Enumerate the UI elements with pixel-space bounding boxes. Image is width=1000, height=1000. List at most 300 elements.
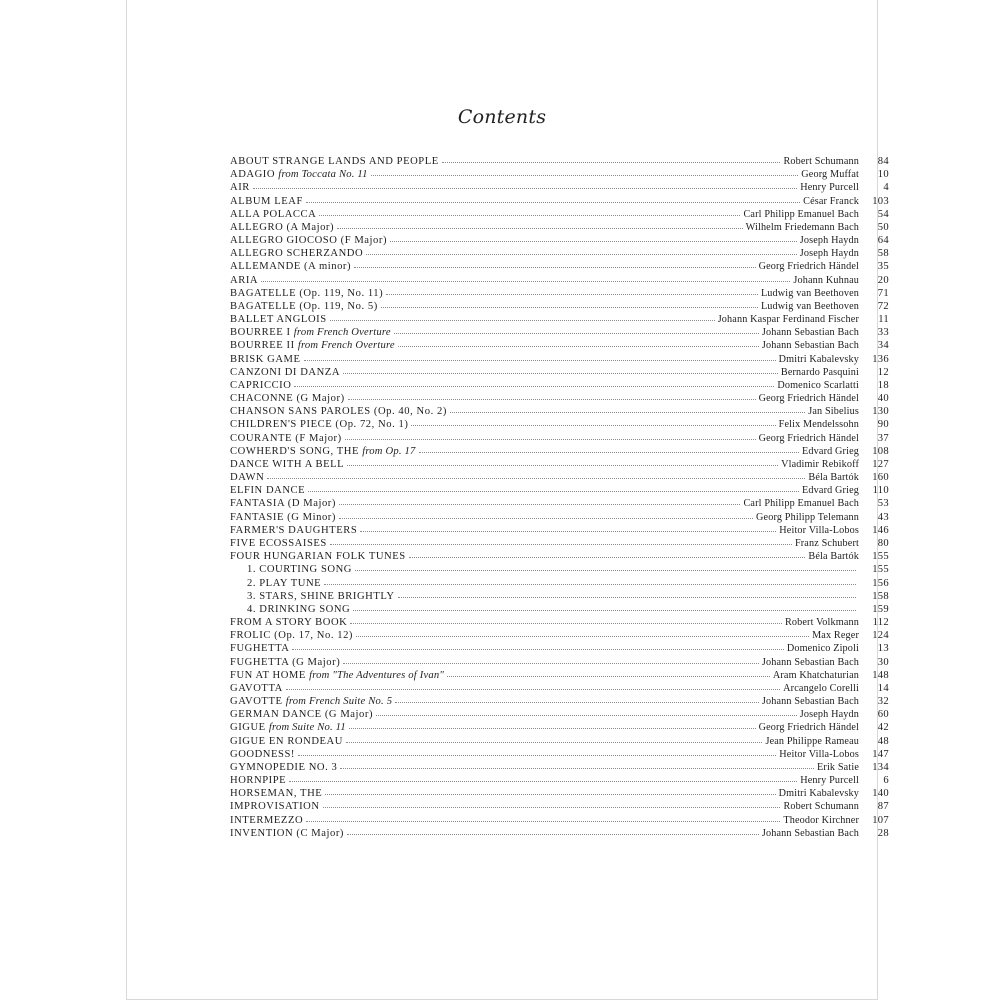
dot-leader [395, 701, 759, 703]
contents-subentry [230, 563, 889, 576]
dot-leader [409, 556, 806, 558]
entry-title-text: INTERMEZZO [230, 814, 304, 826]
entry-title [230, 682, 283, 695]
entry-page-number: 134 [872, 761, 889, 773]
entry-title-text: COURANTE (F Major) [230, 432, 342, 444]
entry-page-number: 112 [872, 617, 889, 629]
entry-title-text: ALLEGRO GIOCOSO (F Major) [230, 235, 388, 247]
entry-title [230, 418, 408, 431]
entry-composer: Georg Friedrich Händel [758, 722, 859, 734]
entry-composer: Felix Mendelssohn [778, 419, 859, 431]
entry-title [230, 814, 303, 827]
entry-composer: Heitor Villa-Lobos [779, 748, 859, 760]
contents-entry [230, 379, 889, 392]
entry-title [230, 484, 305, 497]
contents-entry [230, 405, 889, 418]
entry-page-number: 107 [872, 814, 889, 826]
entry-title-italic: from Op. 17 [362, 445, 416, 457]
entry-composer: Aram Khatchaturian [772, 669, 859, 681]
entry-title-text: FANTASIA (D Major) [230, 498, 336, 510]
entry-title [230, 550, 406, 563]
entry-composer: Carl Philipp Emanuel Bach [743, 208, 859, 220]
entry-composer: Jean Philippe Rameau [765, 735, 859, 747]
entry-page-number: 146 [872, 524, 889, 536]
entry-composer: Robert Schumann [783, 801, 859, 813]
entry-title [230, 800, 320, 813]
entry-composer: Joseph Haydn [799, 235, 859, 247]
entry-title-text: FUGHETTA [230, 643, 290, 655]
entry-composer: Dmitri Kabalevsky [778, 353, 859, 365]
entry-title [230, 616, 347, 629]
contents-entry [230, 287, 889, 300]
contents-entry [230, 366, 889, 379]
contents-entry [230, 195, 889, 208]
contents-entry [230, 260, 889, 273]
entry-title [230, 392, 345, 405]
entry-title [230, 590, 395, 603]
entry-title-italic: from Suite No. 11 [268, 722, 346, 734]
entry-title [230, 326, 391, 339]
entry-page-number: 71 [877, 287, 889, 299]
contents-entry [230, 326, 889, 339]
entry-page-number: 148 [872, 669, 889, 681]
dot-leader [343, 372, 778, 374]
dot-leader [330, 543, 792, 545]
dot-leader [306, 201, 800, 203]
entry-title-text: ARIA [230, 274, 259, 286]
entry-page-number: 140 [872, 788, 889, 800]
contents-subentry [230, 603, 889, 616]
entry-title-text: BOURREE I [230, 327, 291, 339]
contents-entry [230, 787, 889, 800]
entry-page-number: 13 [877, 643, 889, 655]
contents-entry [230, 208, 889, 221]
entry-page-number: 6 [883, 775, 889, 787]
entry-title-text: 4. DRINKING SONG [247, 603, 351, 615]
contents-entry [230, 708, 889, 721]
dot-leader [340, 767, 814, 769]
entry-title [230, 642, 289, 655]
contents-entry [230, 669, 889, 682]
entry-composer: Johann Sebastian Bach [761, 696, 859, 708]
entry-page-number: 103 [872, 195, 889, 207]
entry-page-number: 124 [872, 630, 889, 642]
entry-composer: Carl Philipp Emanuel Bach [743, 498, 859, 510]
entry-composer: Ludwig van Beethoven [760, 300, 859, 312]
entry-composer: Jan Sibelius [808, 406, 859, 418]
entry-composer: Johann Kuhnau [793, 274, 859, 286]
dot-leader [292, 648, 783, 650]
contents-entry [230, 800, 889, 813]
entry-title [230, 669, 444, 682]
dot-leader [323, 806, 781, 808]
entry-page-number: 30 [877, 656, 889, 668]
entry-page-number: 90 [877, 419, 889, 431]
dot-leader [347, 464, 778, 466]
entry-page-number: 130 [872, 406, 889, 418]
entry-title [230, 827, 344, 840]
entry-title [230, 313, 327, 326]
entry-title [230, 708, 373, 721]
entry-title [230, 221, 334, 234]
entry-title [230, 247, 363, 260]
contents-entry [230, 497, 889, 510]
entry-title [230, 748, 295, 761]
entry-title-text: BALLET ANGLOIS [230, 314, 327, 326]
contents-entry [230, 774, 889, 787]
entry-title-text: GAVOTTA [230, 682, 283, 694]
entry-title [230, 497, 336, 510]
entry-page-number: 11 [878, 314, 889, 326]
contents-entry [230, 827, 889, 840]
entry-page-number: 54 [877, 208, 889, 220]
entry-page-number: 34 [877, 340, 889, 352]
dot-leader [442, 161, 781, 163]
contents-entry [230, 748, 889, 761]
dot-leader [286, 688, 780, 690]
dot-leader [371, 174, 799, 176]
entry-page-number: 20 [877, 274, 889, 286]
entry-composer: Arcangelo Corelli [783, 682, 859, 694]
dot-leader [253, 187, 797, 189]
entry-composer: Henry Purcell [800, 775, 859, 787]
contents-entry [230, 642, 889, 655]
entry-title-text: BOURREE II [230, 340, 295, 352]
contents-entry [230, 392, 889, 405]
entry-title-text: FROM A STORY BOOK [230, 617, 348, 629]
dot-leader [345, 438, 756, 440]
contents-entry [230, 721, 889, 734]
contents-entry [230, 814, 889, 827]
entry-page-number: 53 [877, 498, 889, 510]
entry-page-number: 60 [877, 709, 889, 721]
entry-title-text: FARMER'S DAUGHTERS [230, 524, 358, 536]
entry-page-number: 136 [872, 353, 889, 365]
contents-list [230, 155, 889, 840]
entry-title [230, 432, 342, 445]
dot-leader [366, 253, 797, 255]
entry-page-number: 147 [872, 748, 889, 760]
dot-leader [324, 583, 856, 585]
dot-leader [304, 359, 776, 361]
entry-title [230, 629, 353, 642]
entry-title [230, 208, 316, 221]
entry-composer: Robert Volkmann [784, 617, 859, 629]
entry-title-text: ELFIN DANCE [230, 485, 306, 497]
dot-leader [347, 833, 759, 835]
entry-composer: Georg Friedrich Händel [758, 261, 859, 273]
dot-leader [306, 820, 780, 822]
entry-composer: Domenico Scarlatti [777, 379, 859, 391]
book-page [126, 0, 889, 1000]
entry-page-number: 35 [877, 261, 889, 273]
entry-title-text: ABOUT STRANGE LANDS AND PEOPLE [230, 156, 439, 167]
entry-title [230, 181, 250, 194]
entry-title-text: FIVE ECOSSAISES [230, 537, 327, 549]
entry-composer: Heitor Villa-Lobos [779, 524, 859, 536]
entry-page-number: 110 [872, 485, 889, 497]
contents-entry [230, 353, 889, 366]
contents-entry [230, 524, 889, 537]
entry-composer: Johann Kaspar Ferdinand Fischer [717, 314, 859, 326]
contents-entry [230, 616, 889, 629]
dot-leader [346, 741, 762, 743]
entry-title [230, 695, 392, 708]
entry-composer: Robert Schumann [783, 156, 859, 167]
entry-title [230, 287, 383, 300]
dot-leader [261, 280, 790, 282]
dot-leader [325, 793, 775, 795]
dot-leader [343, 662, 759, 664]
dot-leader [394, 332, 759, 334]
contents-subentry [230, 577, 889, 590]
entry-composer: Joseph Haydn [799, 248, 859, 260]
entry-page-number: 87 [877, 801, 889, 813]
entry-composer: Theodor Kirchner [783, 814, 859, 826]
entry-title [230, 774, 286, 787]
entry-composer: Georg Muffat [801, 169, 859, 181]
contents-entry [230, 629, 889, 642]
entry-title [230, 353, 301, 366]
entry-title-text: CHACONNE (G Major) [230, 393, 345, 405]
entry-title-italic: from "The Adventures of Ivan" [309, 669, 445, 681]
entry-page-number: 10 [877, 169, 889, 181]
entry-page-number: 58 [877, 248, 889, 260]
entry-title-text: 1. COURTING SONG [247, 564, 352, 576]
entry-title [230, 458, 344, 471]
entry-page-number: 37 [877, 432, 889, 444]
entry-page-number: 4 [883, 182, 889, 194]
entry-title [230, 524, 357, 537]
entry-page-number: 40 [877, 393, 889, 405]
entry-composer: Edvard Grieg [802, 445, 859, 457]
entry-title [230, 656, 340, 669]
dot-leader [450, 411, 805, 413]
entry-title-italic: from French Suite No. 5 [285, 696, 393, 708]
entry-title-text: HORNPIPE [230, 775, 287, 787]
entry-title [230, 721, 346, 734]
dot-leader [353, 609, 856, 611]
entry-composer: Dmitri Kabalevsky [778, 788, 859, 800]
dot-leader [386, 293, 758, 295]
entry-title-text: GAVOTTE [230, 696, 283, 708]
contents-entry [230, 168, 889, 181]
entry-composer: Johann Sebastian Bach [761, 327, 859, 339]
entry-composer: Max Reger [812, 630, 859, 642]
entry-composer: Domenico Zipoli [786, 643, 859, 655]
contents-entry [230, 274, 889, 287]
entry-title-text: BAGATELLE (Op. 119, No. 11) [230, 287, 384, 299]
entry-title-text: DANCE WITH A BELL [230, 458, 345, 470]
entry-page-number: 14 [877, 682, 889, 694]
entry-title-italic: from French Overture [293, 327, 391, 339]
entry-page-number: 155 [872, 551, 889, 563]
contents-entry [230, 445, 889, 458]
entry-composer: Edvard Grieg [802, 485, 859, 497]
entry-composer: Vladimir Rebikoff [781, 458, 859, 470]
entry-title [230, 445, 416, 458]
entry-composer: Ludwig van Beethoven [760, 287, 859, 299]
dot-leader [349, 727, 756, 729]
dot-leader [411, 424, 775, 426]
entry-title-text: ALLEGRO SCHERZANDO [230, 248, 364, 260]
dot-leader [376, 714, 797, 716]
dot-leader [330, 319, 715, 321]
entry-title [230, 339, 395, 352]
entry-title-text: COWHERD'S SONG, THE [230, 445, 359, 457]
contents-entry [230, 656, 889, 669]
entry-title [230, 300, 378, 313]
dot-leader [354, 266, 755, 268]
entry-title-text: INVENTION (C Major) [230, 827, 345, 839]
contents-subentry [230, 590, 889, 603]
entry-title [230, 577, 321, 590]
contents-entry [230, 300, 889, 313]
entry-title-text: ALBUM LEAF [230, 195, 303, 207]
entry-page-number: 84 [877, 156, 889, 167]
entry-page-number: 12 [877, 366, 889, 378]
entry-title-text: GOODNESS! [230, 748, 295, 760]
dot-leader [308, 490, 799, 492]
contents-entry [230, 313, 889, 326]
entry-title-text: DAWN [230, 472, 265, 484]
dot-leader [339, 503, 741, 505]
entry-page-number: 159 [872, 603, 889, 615]
entry-title [230, 787, 322, 800]
contents-entry [230, 458, 889, 471]
entry-title [230, 195, 303, 208]
entry-title-text: FUN AT HOME [230, 669, 306, 681]
entry-title-text: ADAGIO [230, 169, 276, 181]
entry-title [230, 405, 447, 418]
dot-leader [267, 477, 805, 479]
dot-leader [298, 754, 776, 756]
entry-composer: Erik Satie [817, 761, 859, 773]
entry-title [230, 471, 264, 484]
entry-page-number: 72 [877, 300, 889, 312]
entry-page-number: 33 [877, 327, 889, 339]
dot-leader [381, 306, 758, 308]
entry-page-number: 108 [872, 445, 889, 457]
entry-composer: Joseph Haydn [799, 709, 859, 721]
contents-entry [230, 761, 889, 774]
entry-title-text: GIGUE [230, 722, 266, 734]
dot-leader [350, 622, 782, 624]
entry-title [230, 366, 340, 379]
entry-title-text: GYMNOPEDIE NO. 3 [230, 761, 338, 773]
entry-title [230, 260, 351, 273]
contents-entry [230, 735, 889, 748]
entry-title [230, 234, 387, 247]
entry-title-text: ALLEGRO (A Major) [230, 221, 335, 233]
entry-page-number: 50 [877, 221, 889, 233]
entry-composer: Georg Friedrich Händel [758, 393, 859, 405]
dot-leader [419, 451, 800, 453]
entry-title-text: IMPROVISATION [230, 801, 320, 813]
entry-page-number: 43 [877, 511, 889, 523]
entry-title-text: 2. PLAY TUNE [247, 577, 322, 589]
entry-page-number: 156 [872, 577, 889, 589]
dot-leader [360, 530, 776, 532]
entry-title-text: FROLIC (Op. 17, No. 12) [230, 630, 353, 642]
entry-title-text: ALLEMANDE (A minor) [230, 261, 352, 273]
entry-title [230, 511, 336, 524]
entry-composer: Béla Bartók [808, 472, 859, 484]
dot-leader [337, 227, 743, 229]
entry-page-number: 158 [872, 590, 889, 602]
entry-title [230, 168, 368, 181]
entry-page-number: 32 [877, 696, 889, 708]
entry-composer: Wilhelm Friedemann Bach [745, 221, 859, 233]
entry-title-text: FANTASIE (G Minor) [230, 511, 336, 523]
entry-composer: Johann Sebastian Bach [761, 340, 859, 352]
entry-page-number: 28 [877, 827, 889, 839]
dot-leader [398, 345, 759, 347]
entry-page-number: 80 [877, 537, 889, 549]
dot-leader [319, 214, 740, 216]
entry-title-text: CANZONI DI DANZA [230, 366, 341, 378]
entry-title [230, 603, 350, 616]
entry-title [230, 155, 439, 168]
dot-leader [447, 675, 770, 677]
entry-title [230, 761, 337, 774]
contents-entry [230, 537, 889, 550]
entry-title [230, 563, 352, 576]
contents-entry [230, 418, 889, 431]
contents-entry [230, 181, 889, 194]
entry-title-text: CAPRICCIO [230, 379, 292, 391]
entry-title-text: BAGATELLE (Op. 119, No. 5) [230, 300, 378, 312]
entry-page-number: 127 [872, 458, 889, 470]
contents-entry [230, 511, 889, 524]
entry-page-number: 155 [872, 564, 889, 576]
entry-page-number: 48 [877, 735, 889, 747]
entry-title-text: 3. STARS, SHINE BRIGHTLY [247, 590, 395, 602]
contents-entry [230, 432, 889, 445]
entry-title [230, 274, 258, 287]
page-title: Contents [457, 106, 547, 128]
contents-entry [230, 247, 889, 260]
dot-leader [289, 780, 797, 782]
contents-entry [230, 471, 889, 484]
dot-leader [398, 596, 856, 598]
entry-title-text: BRISK GAME [230, 353, 301, 365]
entry-title-text: HORSEMAN, THE [230, 788, 323, 800]
entry-composer: Georg Friedrich Händel [758, 432, 859, 444]
entry-page-number: 42 [877, 722, 889, 734]
entry-title-text: CHILDREN'S PIECE (Op. 72, No. 1) [230, 419, 409, 431]
entry-composer: Georg Philipp Telemann [756, 511, 859, 523]
entry-composer: Bernardo Pasquini [780, 366, 859, 378]
entry-composer: César Franck [803, 195, 859, 207]
entry-title-text: FUGHETTA (G Major) [230, 656, 341, 668]
dot-leader [294, 385, 774, 387]
dot-leader [348, 398, 756, 400]
entry-title-text: FOUR HUNGARIAN FOLK TUNES [230, 551, 406, 563]
contents-entry [230, 155, 889, 168]
entry-title [230, 537, 327, 550]
entry-composer: Henry Purcell [800, 182, 859, 194]
contents-entry [230, 221, 889, 234]
entry-title-text: GIGUE EN RONDEAU [230, 735, 343, 747]
dot-leader [390, 240, 797, 242]
entry-title-text: AIR [230, 182, 250, 194]
dot-leader [356, 635, 809, 637]
entry-title-text: CHANSON SANS PAROLES (Op. 40, No. 2) [230, 406, 447, 418]
entry-composer: Béla Bartók [808, 551, 859, 563]
contents-entry [230, 682, 889, 695]
contents-entry [230, 339, 889, 352]
